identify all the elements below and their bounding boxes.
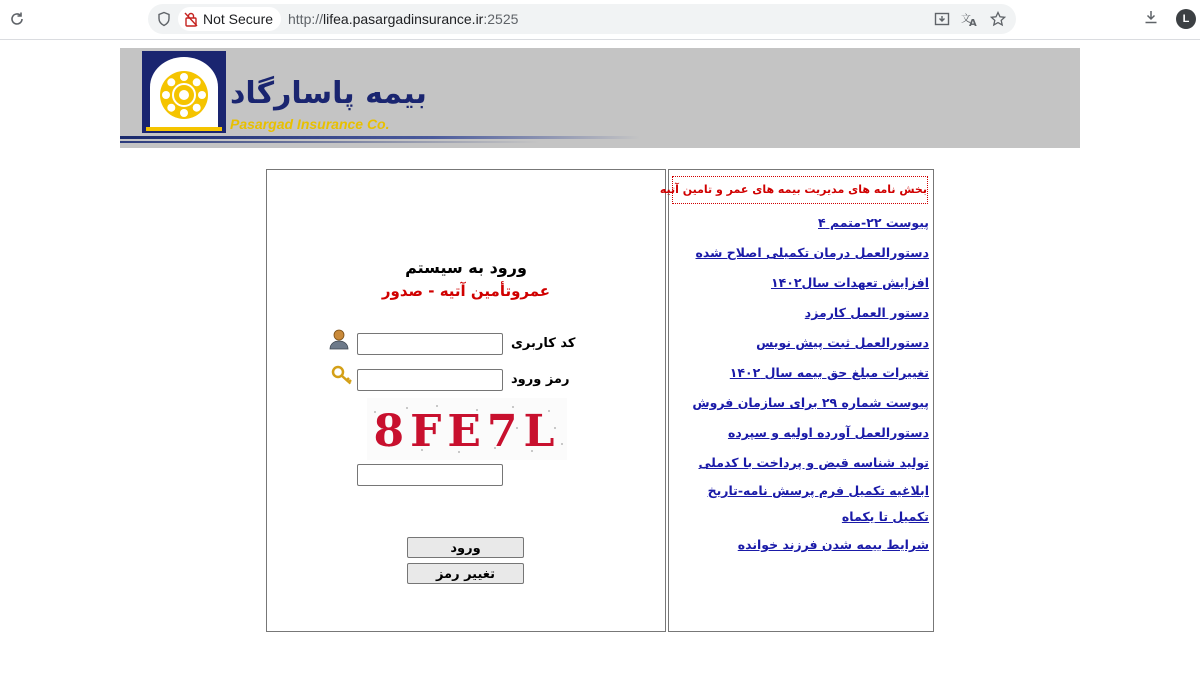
circular-link[interactable]: دستور العمل کارمزد [804, 305, 929, 320]
circular-link[interactable]: تغییرات مبلغ حق بیمه سال ۱۴۰۲ [729, 365, 929, 380]
banner-stripe-secondary [120, 141, 540, 143]
circular-link[interactable]: ابلاغیه تکمیل فرم پرسش نامه-تاریخ تکمیل تا یکماه [707, 483, 929, 524]
install-icon[interactable] [932, 9, 952, 29]
url-text[interactable] [288, 11, 518, 27]
password-field[interactable] [357, 369, 503, 391]
translate-icon[interactable] [960, 9, 980, 29]
user-icon [329, 328, 349, 350]
logo-title: بیمه پاسارگاد [230, 76, 427, 111]
url-prefix: http:// [288, 11, 324, 27]
circular-link[interactable]: دستورالعمل درمان تکمیلی اصلاح شده [695, 245, 929, 260]
logo-subtitle: Pasargad Insurance Co. [230, 116, 390, 132]
circular-link[interactable]: شرایط بیمه شدن فرزند خوانده [737, 537, 929, 552]
circular-link[interactable]: دستورالعمل ثبت پیش نویس [756, 335, 929, 350]
username-label: کد کاربری [511, 336, 576, 351]
star-icon[interactable] [988, 9, 1008, 29]
key-icon [331, 365, 353, 385]
login-button[interactable]: ورود [407, 537, 524, 558]
captcha-field[interactable] [357, 464, 503, 486]
captcha-image [367, 398, 567, 460]
reload-icon[interactable] [6, 8, 28, 30]
circular-link[interactable]: تولید شناسه قبض و پرداخت با کدملی [698, 455, 929, 470]
circulars-header: بخش نامه های مدیریت بیمه های عمر و تامین آتیه [672, 176, 928, 204]
login-subtitle: عمروتأمین آتیه - صدور [381, 282, 551, 300]
svg-text:文: 文 [961, 14, 971, 25]
security-label: Not Secure [203, 11, 274, 27]
change-password-button[interactable]: تغییر رمز [407, 563, 524, 584]
browser-toolbar [0, 0, 1200, 40]
login-panel [266, 169, 666, 632]
url-host: lifea.pasargadinsurance.ir [323, 11, 484, 27]
security-chip[interactable] [178, 7, 281, 31]
profile-avatar[interactable]: L [1176, 9, 1196, 29]
username-field[interactable] [357, 333, 503, 355]
circular-link[interactable]: دستورالعمل آورده اولیه و سپرده [727, 425, 929, 440]
circulars-list [673, 208, 929, 560]
site-banner [120, 48, 1080, 148]
download-icon[interactable] [1141, 9, 1161, 29]
banner-stripe [120, 136, 640, 139]
circular-link[interactable]: پیوست شماره ۲۹ برای سازمان فروش [692, 395, 929, 410]
shield-icon[interactable] [156, 11, 172, 27]
password-label: رمز ورود [511, 372, 570, 387]
captcha-text: 8FE7L [373, 406, 561, 457]
svg-text:A: A [969, 18, 977, 27]
url-port: :2525 [483, 11, 519, 27]
pasargad-logo-emblem [142, 51, 226, 133]
circular-link[interactable]: پیوست ۲۲-متمم ۴ [818, 215, 929, 230]
circulars-panel [659, 169, 934, 632]
login-title: ورود به سیستم [405, 258, 527, 277]
address-bar[interactable] [148, 4, 1016, 34]
circular-link[interactable]: افزایش تعهدات سال۱۴۰۲ [770, 275, 929, 290]
lock-off-icon [184, 11, 198, 27]
